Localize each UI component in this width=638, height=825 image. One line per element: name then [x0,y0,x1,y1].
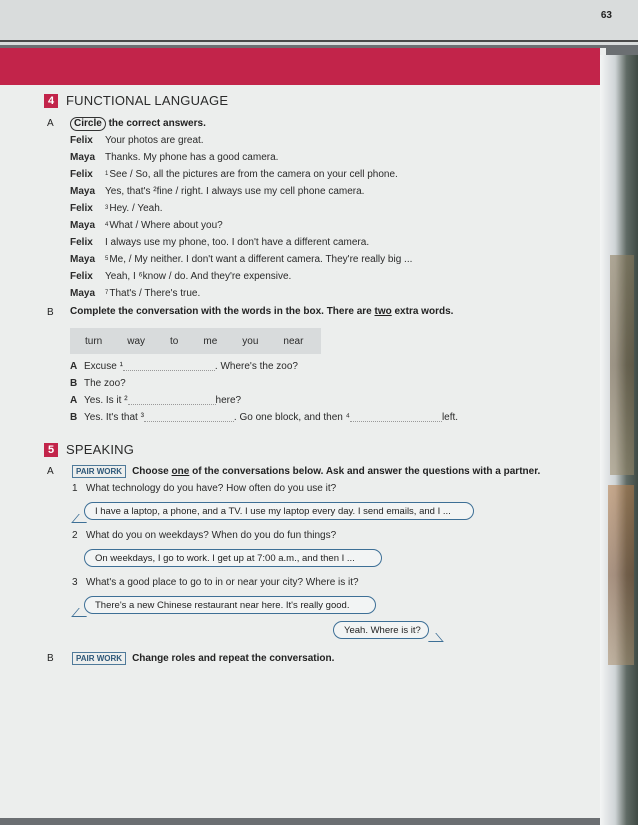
line-text: Yes. Is it ² [84,395,128,406]
line-text: Your photos are great. [105,135,204,146]
instruction-text: the correct answers. [108,118,206,129]
dialogue-line [70,200,412,217]
underlined-word: one [171,466,190,477]
underlined-word: two [374,306,392,317]
line-text: Excuse ¹ [84,361,123,372]
speaking-a-instruction [72,465,540,478]
question-text: What's a good place to go to in or near your city? Where is it? [86,577,359,588]
line-text: That's / There's true. [109,288,201,299]
section-title: SPEAKING [66,442,135,457]
line-text: See / So, all the pictures are from the camera on your cell phone. [109,169,398,180]
gap-fill-conversation [70,358,458,426]
word-option: you [242,335,259,347]
speech-bubble-1: I have a laptop, a phone, and a TV. I use my laptop every day. I send emails, and I ... [84,502,474,520]
line-text: left. [441,412,459,423]
item-number: 3 [105,205,109,211]
page-number: 63 [600,10,612,21]
speaking-b-instruction [72,652,334,665]
speaker: Felix [70,237,93,248]
dialogue-line [70,132,412,149]
section-title: FUNCTIONAL LANGUAGE [66,93,229,108]
dialogue-line [70,166,412,183]
line-text: Thanks. My phone has a good camera. [105,152,279,163]
question-3 [72,577,359,588]
conversation-line [70,375,458,392]
answer-blank-4[interactable] [350,409,442,422]
question-number: 3 [72,577,78,588]
speaker: Maya [70,220,96,231]
item-number: 7 [105,290,109,296]
dialogue-line [70,285,412,302]
word-option: turn [85,335,103,347]
speaker: Felix [70,135,93,146]
part-letter: A [47,466,54,477]
part-letter: B [47,307,54,318]
speech-bubble-2: On weekdays, I go to work. I get up at 7:00 a.m., and then I ... [84,549,382,567]
word-option: way [127,335,146,347]
item-number: 1 [105,171,109,177]
pair-work-badge: PAIR WORK [72,465,126,478]
section-number: 5 [44,443,58,457]
speaker: Maya [70,288,96,299]
line-text: Yes. It's that ³ [84,412,144,423]
question-1 [72,483,336,494]
dialogue [70,132,412,302]
instruction-text: extra words. [391,306,454,317]
conversation-line [70,358,458,375]
line-text: What / Where about you? [109,220,223,231]
item-number: 4 [105,222,109,228]
instruction-text: Complete the conversation with the words in the box. There are [70,306,375,317]
speaker: B [70,412,78,423]
answer-blank-2[interactable] [128,392,216,405]
word-box [70,328,321,354]
part-letter: A [47,118,54,129]
part-a-instruction [70,117,206,131]
reply-bubble: Yeah. Where is it? [333,621,429,639]
question-text: What do you on weekdays? When do you do fun things? [86,530,337,541]
conversation-line [70,392,458,409]
line-text: Me, / My neither. I don't want a different camera. They're really big ... [109,254,413,265]
speaker: Felix [70,203,93,214]
line-text: The zoo? [84,378,126,389]
speaker: Maya [70,152,96,163]
dialogue-line [70,268,412,285]
line-text: Hey. / Yeah. [109,203,163,214]
line-text: . Go one block, and then ⁴ [233,412,350,423]
line-text: here? [215,395,242,406]
question-2 [72,530,336,541]
instruction-text: of the conversations below. Ask and answer the questions with a partner. [189,466,541,477]
speaker: A [70,361,78,372]
section-4-header [44,93,228,108]
item-number: 5 [105,256,109,262]
line-text: Yeah, I ⁶know / do. And they're expensive. [105,271,292,282]
answer-blank-3[interactable] [144,409,234,422]
speech-bubble-3: There's a new Chinese restaurant near here. It's really good. [84,596,376,614]
word-option: me [203,335,218,347]
question-text: What technology do you have? How often do you use it? [86,483,337,494]
word-option: near [283,335,304,347]
speaker: A [70,395,78,406]
speaker: Maya [70,254,96,265]
dialogue-line [70,217,412,234]
dialogue-line [70,149,412,166]
word-option: to [170,335,179,347]
dialogue-line [70,251,412,268]
instruction-text: Change roles and repeat the conversation. [132,653,335,664]
dialogue-line [70,183,412,200]
instruction-text: Choose [132,466,172,477]
speaker: Maya [70,186,96,197]
conversation-line [70,409,458,426]
part-b-instruction [70,306,453,317]
part-letter: B [47,653,54,664]
dialogue-line [70,234,412,251]
section-number: 4 [44,94,58,108]
question-number: 1 [72,483,78,494]
pair-work-badge: PAIR WORK [72,652,126,665]
speaker: Felix [70,271,93,282]
answer-blank-1[interactable] [123,358,215,371]
line-text: Yes, that's ²fine / right. I always use my cell phone camera. [105,186,365,197]
question-number: 2 [72,530,78,541]
line-text: I always use my phone, too. I don't have a different camera. [105,237,370,248]
section-5-header [44,442,134,457]
circle-word: Circle [70,117,106,131]
line-text: . Where's the zoo? [214,361,298,372]
speaker: B [70,378,78,389]
speaker: Felix [70,169,93,180]
